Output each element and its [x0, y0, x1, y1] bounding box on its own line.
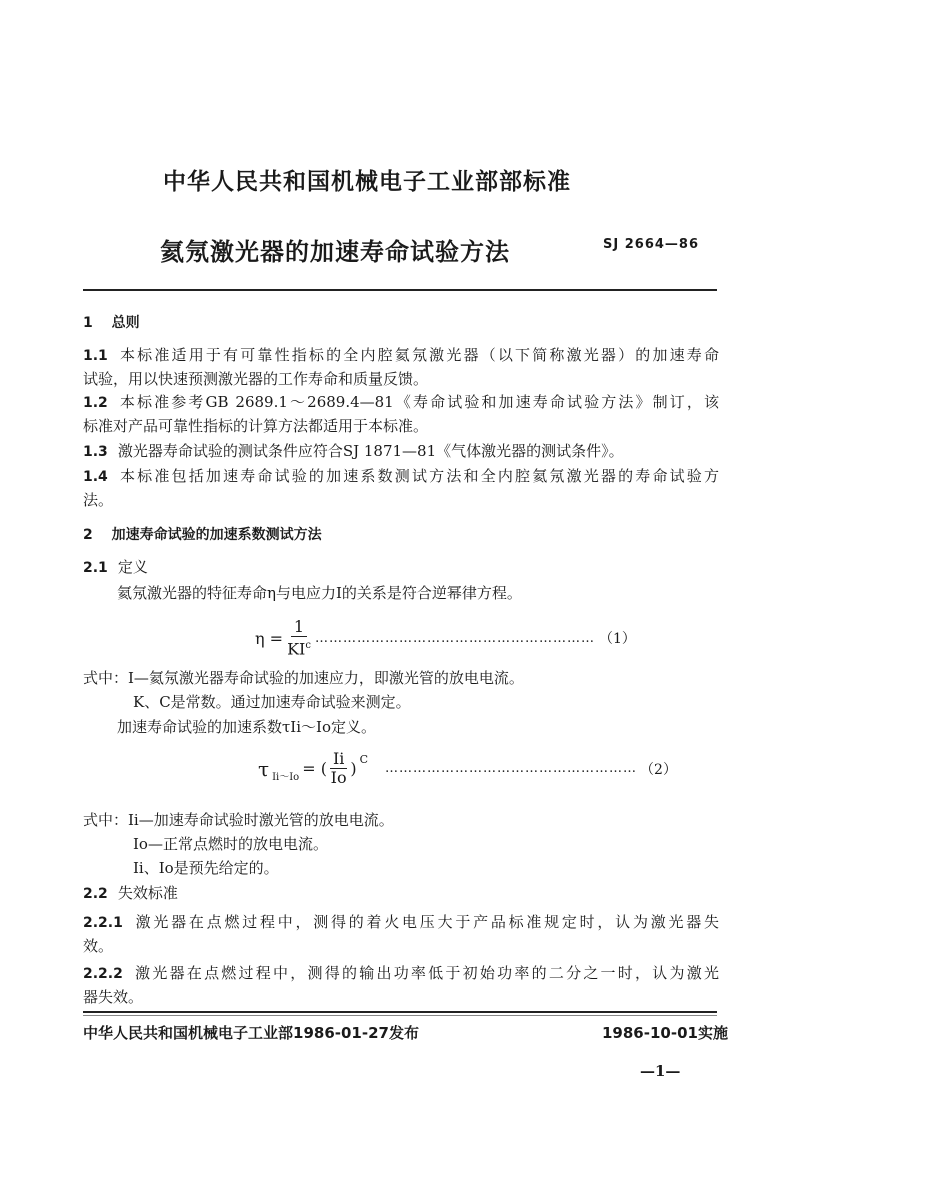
clause-number: 2.2.2 — [83, 966, 123, 982]
eq1-denominator — [287, 637, 311, 658]
where-line-4: 式中：Ii—加速寿命试验时激光管的放电电流。 — [83, 811, 394, 829]
definition-text: 氦氖激光器的特征寿命η与电应力I的关系是符合逆幂律方程。 — [117, 584, 522, 602]
where-line-2: K、C是常数。通过加速寿命试验来测定。 — [133, 693, 411, 711]
eq2-tau: τ — [258, 756, 270, 781]
clause-text: 本标准参考GB 2689.1～2689.4—81《寿命试验和加速寿命试验方法》制订，该 — [117, 393, 719, 411]
clause-1-2-line2: 标准对产品可靠性指标的计算方法都适用于本标准。 — [83, 417, 429, 435]
eq2-equals: = ( — [302, 759, 327, 778]
clause-1-4-line2: 法。 — [83, 491, 114, 509]
clause-number: 2.1 — [83, 560, 108, 576]
standard-code: SJ 2664—86 — [603, 237, 699, 252]
where-line-6: Ii、Io是预先给定的。 — [133, 859, 279, 877]
where-line-5: Io—正常点燃时的放电电流。 — [133, 835, 328, 853]
eq2-subscript: Ii～Io — [272, 772, 300, 783]
clause-text: 本标准适用于有可靠性指标的全内腔氦氖激光器（以下简称激光器）的加速寿命 — [117, 346, 719, 364]
footer-rule-thin — [83, 1015, 717, 1016]
clause-number: 1.3 — [83, 444, 108, 460]
eq1-numerator: 1 — [291, 618, 307, 637]
clause-text: 激光器寿命试验的测试条件应符合SJ 1871—81《气体激光器的测试条件》。 — [117, 442, 624, 460]
where-line-3: 加速寿命试验的加速系数τIi～Io定义。 — [117, 718, 376, 736]
equation-1 — [255, 618, 636, 658]
eq2-label: （2） — [640, 761, 677, 778]
footer-rule — [83, 1011, 717, 1013]
eq1-fraction — [287, 618, 311, 658]
eq1-den-exp: c — [305, 640, 311, 651]
issue-date: 中华人民共和国机械电子工业部1986-01-27发布 — [83, 1024, 419, 1042]
header-rule — [83, 289, 717, 291]
clause-number: 2.2 — [83, 886, 108, 902]
eq2-denominator: Io — [330, 768, 347, 787]
eq1-leader-dots: …………………………………………………… — [314, 630, 595, 646]
eq1-label: （1） — [598, 631, 636, 648]
section-number: 2 — [83, 527, 93, 543]
clause-1-4-line1 — [83, 464, 719, 489]
section-number: 1 — [83, 315, 93, 331]
section-title: 加速寿命试验的加速系数测试方法 — [111, 527, 322, 543]
issuing-organization: 中华人民共和国机械电子工业部部标准 — [163, 169, 571, 195]
eq1-den-base: KI — [287, 639, 306, 659]
clause-title: 失效标准 — [117, 884, 178, 902]
eq1-lhs: η = — [255, 628, 284, 648]
eq2-numerator: Ii — [330, 750, 347, 769]
clause-1-3 — [83, 439, 719, 464]
clause-1-2-line1 — [83, 390, 719, 415]
clause-1-1-line1 — [83, 343, 719, 368]
clause-1-1-line2: 试验，用以快速预测激光器的工作寿命和质量反馈。 — [83, 370, 429, 388]
clause-number: 1.2 — [83, 395, 108, 411]
clause-2-2-1-line2: 效。 — [83, 937, 114, 955]
clause-text: 激光器在点燃过程中，测得的输出功率低于初始功率的二分之一时，认为激光 — [132, 964, 719, 982]
clause-2-2-1-line1 — [83, 910, 719, 935]
clause-2-1-heading — [83, 555, 719, 580]
clause-number: 2.2.1 — [83, 915, 123, 931]
clause-number: 1.4 — [83, 469, 108, 485]
clause-number: 1.1 — [83, 348, 108, 364]
equation-2 — [258, 750, 677, 787]
eq2-close-paren: ) — [350, 759, 357, 778]
eq2-exponent: C — [359, 753, 369, 766]
clause-title: 定义 — [117, 558, 148, 576]
eq2-fraction — [330, 750, 347, 787]
effective-date: 1986-10-01实施 — [602, 1024, 728, 1042]
eq2-leader-dots: ……………………………………………… — [385, 761, 638, 776]
section-title: 总则 — [111, 315, 140, 331]
clause-2-2-2-line2: 器失效。 — [83, 988, 144, 1006]
clause-text: 本标准包括加速寿命试验的加速系数测试方法和全内腔氦氖激光器的寿命试验方 — [117, 467, 719, 485]
section-1-heading — [83, 312, 140, 332]
clause-2-2-2-line1 — [83, 961, 719, 986]
section-2-heading — [83, 524, 322, 544]
where-line-1: 式中：I—氦氖激光器寿命试验的加速应力，即激光管的放电电流。 — [83, 669, 524, 687]
clause-2-2-heading — [83, 881, 719, 906]
clause-text: 激光器在点燃过程中，测得的着火电压大于产品标准规定时，认为激光器失 — [132, 913, 719, 931]
document-title: 氦氖激光器的加速寿命试验方法 — [160, 238, 510, 266]
page-number: —1— — [640, 1062, 681, 1080]
